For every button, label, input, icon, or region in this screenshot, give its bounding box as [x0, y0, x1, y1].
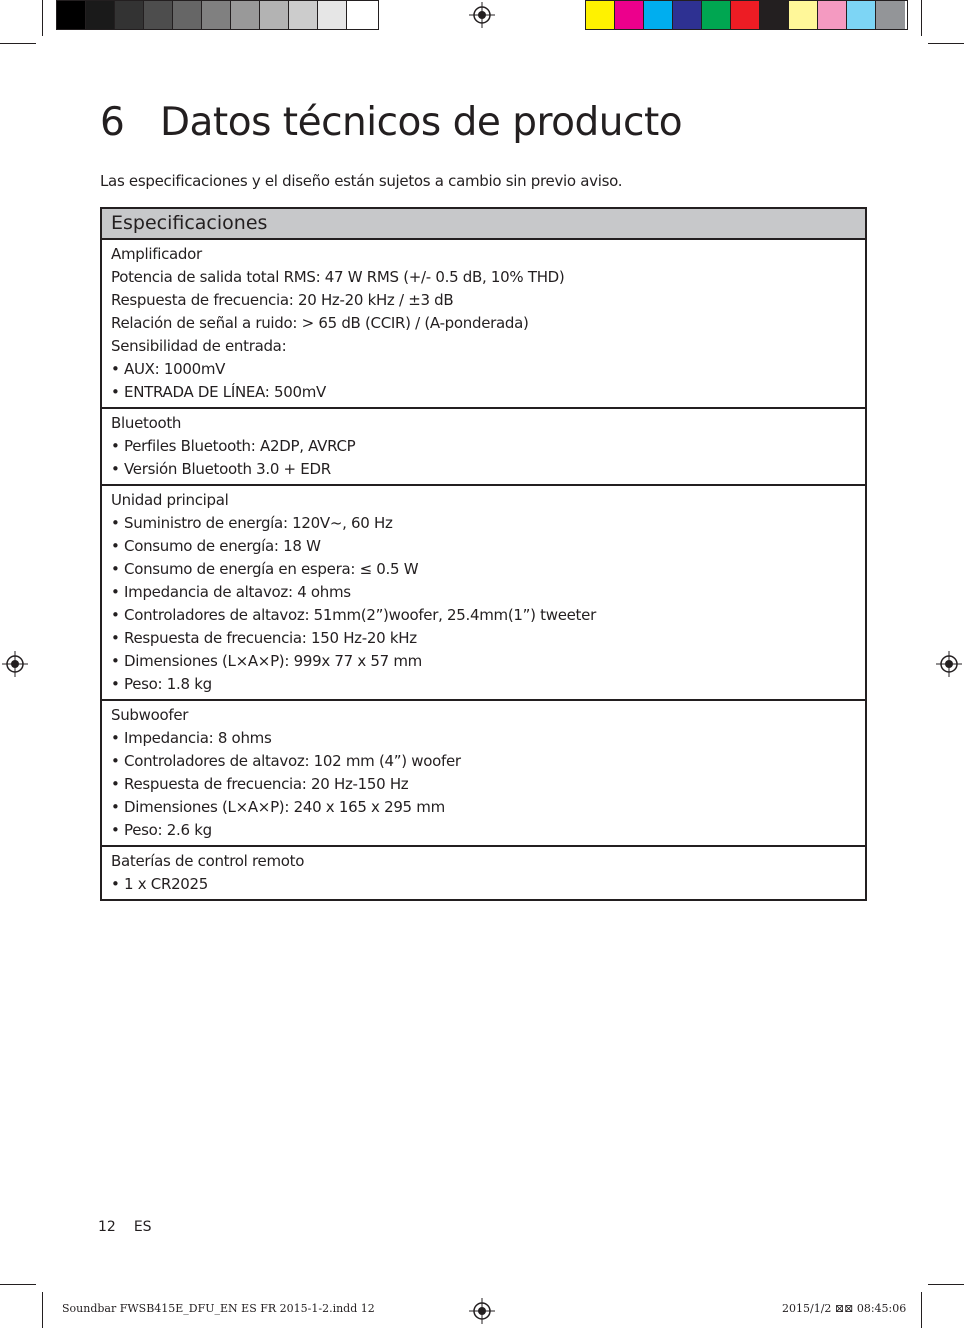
grayscale-color-bar	[56, 0, 379, 30]
section-title: Datos técnicos de producto	[160, 100, 683, 145]
specifications-table	[100, 207, 867, 901]
color-swatch	[789, 1, 818, 29]
spec-line: Amplificador	[111, 245, 202, 263]
spec-line: • Consumo de energía: 18 W	[111, 537, 321, 555]
spec-line: • Controladores de altavoz: 102 mm (4”) woofer	[111, 752, 461, 770]
spec-line: Baterías de control remoto	[111, 852, 305, 870]
spec-section-main-unit	[102, 486, 865, 701]
spec-line: • Suministro de energía: 120V~, 60 Hz	[111, 514, 393, 532]
spec-section-remote-batteries	[102, 847, 865, 899]
crop-mark	[928, 1284, 964, 1285]
spec-line: • Versión Bluetooth 3.0 + EDR	[111, 460, 331, 478]
spec-line: • 1 x CR2025	[111, 875, 209, 893]
crop-mark	[921, 1292, 922, 1328]
page-title	[100, 100, 682, 145]
page-number: 12	[98, 1219, 116, 1235]
spec-section-subwoofer	[102, 701, 865, 847]
grayscale-swatch	[289, 1, 318, 29]
page-footer	[98, 1219, 152, 1235]
print-slug-date: 2015/1/2 ⊠⊠ 08:45:06	[782, 1302, 907, 1315]
color-swatch	[644, 1, 673, 29]
spec-line: • AUX: 1000mV	[111, 360, 226, 378]
color-swatch	[586, 1, 615, 29]
crop-mark	[0, 43, 36, 44]
color-swatch	[731, 1, 760, 29]
intro-text: Las especificaciones y el diseño están sujetos a cambio sin previo aviso.	[100, 172, 623, 190]
crop-mark	[42, 1292, 43, 1328]
spec-line: • Impedancia de altavoz: 4 ohms	[111, 583, 351, 601]
grayscale-swatch	[231, 1, 260, 29]
registration-mark-icon	[936, 651, 962, 677]
spec-section-bluetooth	[102, 409, 865, 486]
spec-section-amplifier	[102, 240, 865, 409]
spec-line: Subwoofer	[111, 706, 189, 724]
color-swatch	[876, 1, 905, 29]
section-number: 6	[100, 100, 125, 145]
grayscale-swatch	[202, 1, 231, 29]
color-swatch	[615, 1, 644, 29]
spec-line: • Dimensiones (L×A×P): 999x 77 x 57 mm	[111, 652, 422, 670]
spec-line: • Consumo de energía en espera: ≤ 0.5 W	[111, 560, 419, 578]
spec-line: • ENTRADA DE LÍNEA: 500mV	[111, 383, 326, 401]
table-header: Especificaciones	[102, 209, 865, 240]
spec-line: • Peso: 2.6 kg	[111, 821, 212, 839]
print-slug-filename: Soundbar FWSB415E_DFU_EN ES FR 2015-1-2.indd 12	[62, 1302, 375, 1315]
color-swatch	[847, 1, 876, 29]
spec-line: Unidad principal	[111, 491, 229, 509]
grayscale-swatch	[347, 1, 376, 29]
grayscale-swatch	[86, 1, 115, 29]
spec-line: Potencia de salida total RMS: 47 W RMS (+/- 0.5 dB, 10% THD)	[111, 268, 565, 286]
spec-line: • Dimensiones (L×A×P): 240 x 165 x 295 mm	[111, 798, 445, 816]
spec-line: • Respuesta de frecuencia: 20 Hz-150 Hz	[111, 775, 409, 793]
grayscale-swatch	[57, 1, 86, 29]
language-code: ES	[133, 1219, 152, 1235]
grayscale-swatch	[115, 1, 144, 29]
registration-mark-icon	[469, 2, 495, 28]
spec-line: Respuesta de frecuencia: 20 Hz-20 kHz / ±3 dB	[111, 291, 454, 309]
spec-line: Bluetooth	[111, 414, 182, 432]
spec-line: • Controladores de altavoz: 51mm(2”)woofer, 25.4mm(1”) tweeter	[111, 606, 596, 624]
process-color-bar	[585, 0, 908, 30]
spec-line: • Perfiles Bluetooth: A2DP, AVRCP	[111, 437, 356, 455]
crop-mark	[42, 0, 43, 36]
registration-mark-icon	[469, 1298, 495, 1324]
color-swatch	[673, 1, 702, 29]
crop-mark	[928, 43, 964, 44]
grayscale-swatch	[318, 1, 347, 29]
grayscale-swatch	[173, 1, 202, 29]
registration-mark-icon	[2, 651, 28, 677]
crop-mark	[0, 1284, 36, 1285]
spec-line: • Impedancia: 8 ohms	[111, 729, 272, 747]
grayscale-swatch	[144, 1, 173, 29]
color-swatch	[702, 1, 731, 29]
crop-mark	[921, 0, 922, 36]
spec-line: Relación de señal a ruido: > 65 dB (CCIR) / (A-ponderada)	[111, 314, 529, 332]
color-swatch	[818, 1, 847, 29]
spec-line: Sensibilidad de entrada:	[111, 337, 287, 355]
spec-line: • Peso: 1.8 kg	[111, 675, 212, 693]
spec-line: • Respuesta de frecuencia: 150 Hz-20 kHz	[111, 629, 417, 647]
grayscale-swatch	[260, 1, 289, 29]
color-swatch	[760, 1, 789, 29]
